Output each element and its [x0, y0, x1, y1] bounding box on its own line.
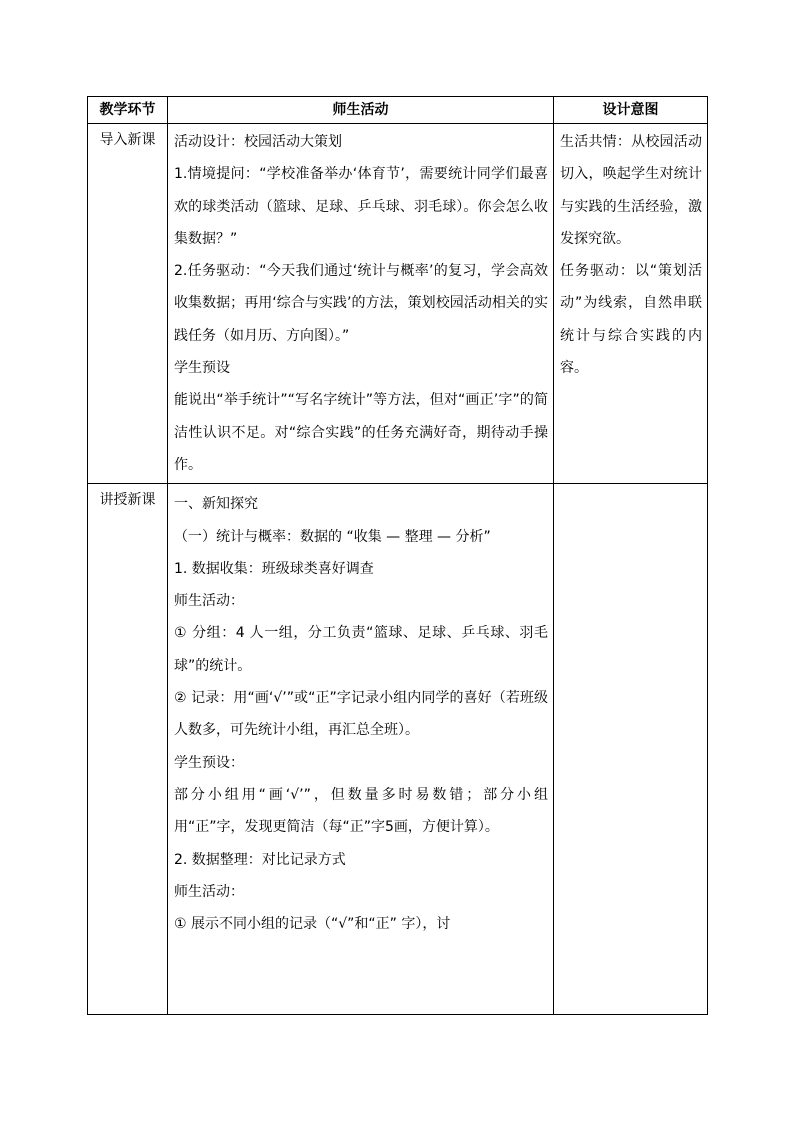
activity-paragraph: 部分小组用“画‘√’”，但数量多时易数错；部分小组用“正”字，发现更简洁（每“正”字5画，方便计算）。 — [174, 786, 548, 836]
activity-paragraph: 师生活动： — [174, 883, 244, 900]
table-row — [88, 484, 708, 1015]
intent-cell — [554, 124, 708, 484]
activity-paragraph: ① 分组：4 人一组，分工负责“篮球、足球、乒乓球、羽毛球”的统计。 — [174, 625, 548, 674]
activity-paragraph: 2.任务驱动：“今天我们通过‘统计与概率’的复习，学会高效收集数据；再用‘综合与实践’的方法，策划校园活动相关的实践任务（如月历、方向图）。” — [174, 263, 548, 344]
activity-paragraph: 学生预设： — [174, 754, 244, 771]
activity-paragraph: ② 记录：用“画‘√’”或“正”字记录小组内同学的喜好（若班级人数多，可先统计小组，再汇总全班）。 — [174, 690, 548, 739]
intent-cell — [554, 484, 708, 1015]
table-header-row — [88, 97, 708, 124]
lesson-plan-table — [87, 96, 708, 1015]
activity-cell — [168, 124, 554, 484]
activity-paragraph: 1.情境提问：“学校准备举办‘体育节’，需要统计同学们最喜欢的球类活动（篮球、足球、乒乓球、羽毛球）。你会怎么收集数据？” — [174, 166, 548, 247]
intent-paragraph: 生活共情：从校园活动切入，唤起学生对统计与实践的生活经验，激发探究欲。 — [560, 134, 702, 247]
intent-paragraph: 任务驱动：以“策划活动”为线索，自然串联统计与综合实践的内容。 — [560, 263, 702, 377]
activity-paragraph: ① 展示不同小组的记录（“√”和“正” 字），讨 — [174, 916, 451, 933]
activity-paragraph: 能说出“举手统计”“写名字统计”等方法，但对“画正’字”的简洁性认识不足。对“综合实践”的任务充满好奇，期待动手操作。 — [174, 392, 548, 473]
activity-paragraph: 一、新知探究 — [174, 496, 258, 513]
stage-cell: 讲授新课 — [88, 484, 168, 1015]
activity-paragraph: 2. 数据整理：对比记录方式 — [174, 851, 346, 868]
header-intent: 设计意图 — [554, 97, 708, 124]
activity-paragraph: 师生活动： — [174, 593, 244, 610]
activity-paragraph: 活动设计：校园活动大策划 — [174, 134, 342, 150]
activity-paragraph: （一）统计与概率：数据的 “收集 — 整理 — 分析” — [174, 528, 491, 545]
stage-cell: 导入新课 — [88, 124, 168, 484]
header-activity: 师生活动 — [168, 97, 554, 124]
activity-cell — [168, 484, 554, 1015]
header-stage: 教学环节 — [88, 97, 168, 124]
activity-paragraph: 学生预设 — [174, 360, 230, 377]
activity-paragraph: 1. 数据收集：班级球类喜好调查 — [174, 560, 374, 577]
table-row — [88, 124, 708, 484]
